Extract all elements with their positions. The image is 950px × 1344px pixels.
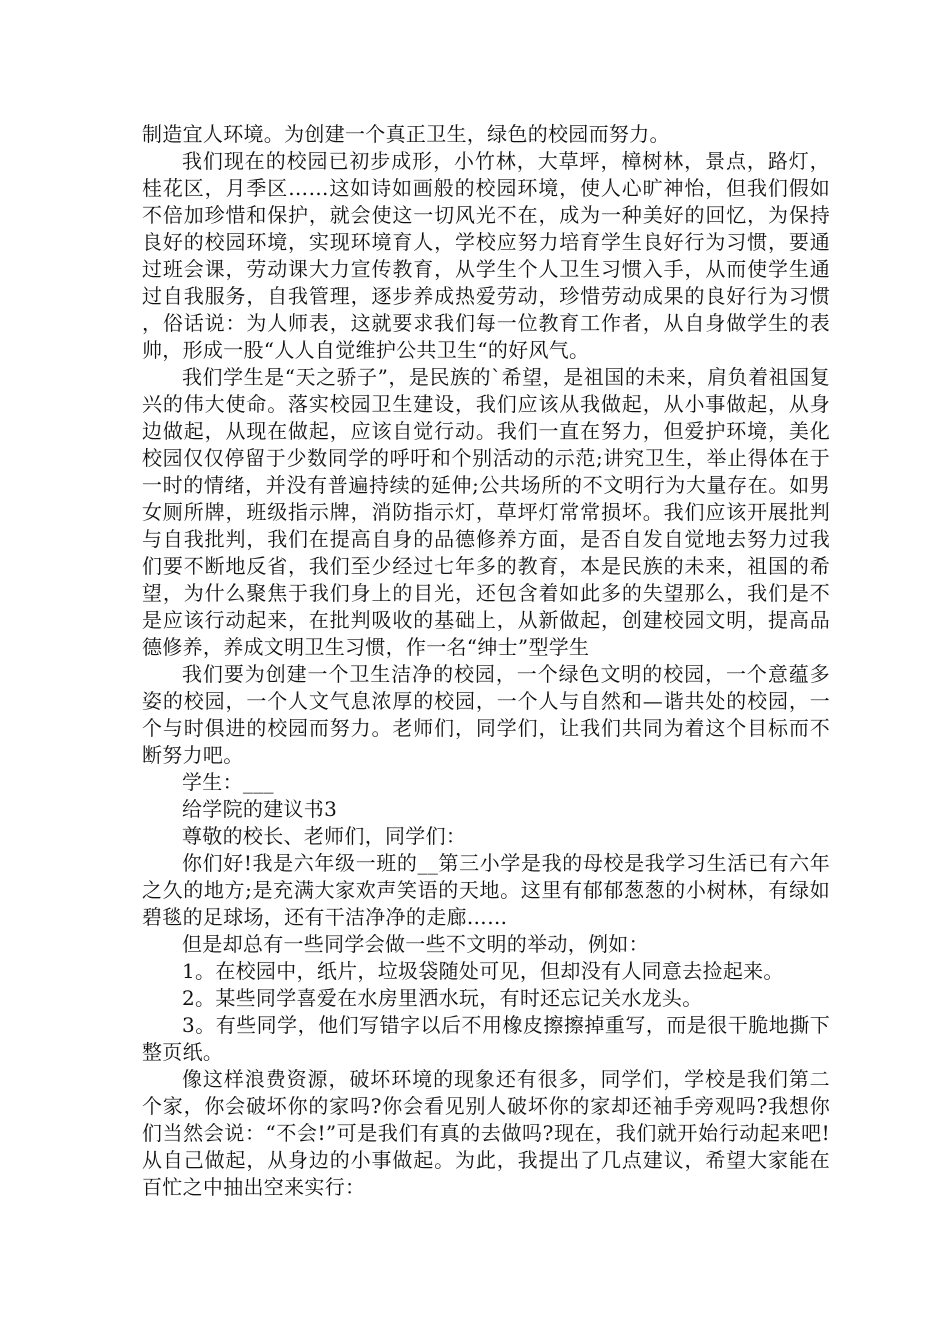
paragraph-6: 但是却总有一些同学会做一些不文明的举动，例如： [182,932,649,956]
paragraph-1: 制造宜人环境。为创建一个真正卫生，绿色的校园而努力。 [142,122,670,146]
paragraph-4: 我们要为创建一个卫生洁净的校园，一个绿色文明的校园，一个意蕴多姿的校园，一个人文气息浓厚的校园，一个人与自然和—谐共处的校园，一个与时俱进的校园而努力。老师们，同学们，让我们共同为着这个目标而不断努力吧。 [142,662,830,767]
paragraph-2: 我们现在的校园已初步成形，小竹林，大草坪，樟树林，景点，路灯，桂花区，月季区……这如诗如画般的校园环境，使人心旷神怡，但我们假如不倍加珍惜和保护，就会使这一切风光不在，成为一种美好的回忆，为保持良好的校园环境，实现环境育人，学校应努力培育学生良好行为习惯，要通过班会课，劳动课大力宣传教育，从学生个人卫生习惯入手，从而使学生通过自我服务，自我管理，逐步养成热爱劳动，珍惜劳动成果的良好行为习惯，俗话说：为人师表，这就要求我们每一位教育工作者，从自身做学生的表帅，形成一股“人人自觉维护公共卫生“的好风气。 [142,149,830,362]
document-body [142,121,830,1201]
section-title: 给学院的建议书3 [182,797,338,821]
list-item-1: 1。在校园中，纸片，垃圾袋随处可见，但却没有人同意去捡起来。 [182,959,784,983]
paragraph-3: 我们学生是“天之骄子”，是民族的`希望，是祖国的未来，肩负着祖国复兴的伟大使命。落实校园卫生建设，我们应该从我做起，从小事做起，从身边做起，从现在做起，应该自觉行动。我们一直在努力，但爱护环境，美化校园仅仅停留于少数同学的呼吁和个别活动的示范;讲究卫生，举止得体在于一时的情绪，并没有普遍持续的延伸;公共场所的不文明行为大量存在。如男女厕所牌，班级指示牌，消防指示灯，草坪灯常常损坏。我们应该开展批判与自我批判，我们在提高自身的品德修养方面，是否自发自觉地去努力过我们要不断地反省，我们至少经过七年多的教育，本是民族的未来，祖国的希望，为什么聚焦于我们身上的目光，还包含着如此多的失望那么，我们是不是应该行动起来，在批判吸收的基础上，从新做起，创建校园文明，提高品德修养，养成文明卫生习惯，作一名“绅士”型学生 [142,365,830,659]
list-item-3: 3。有些同学，他们写错字以后不用橡皮擦擦掉重写，而是很干脆地撕下整页纸。 [142,1013,830,1064]
list-item-2: 2。某些同学喜爱在水房里洒水玩，有时还忘记关水龙头。 [182,986,703,1010]
salutation: 尊敬的校长、老师们，同学们： [182,824,467,848]
signature-line: 学生：___ [182,770,274,794]
paragraph-5: 你们好!我是六年级一班的__第三小学是我的母校是我学习生活已有六年之久的地方;是充满大家欢声笑语的天地。这里有郁郁葱葱的小树林，有绿如碧毯的足球场，还有干洁净净的走廊…… [142,851,830,929]
paragraph-7: 像这样浪费资源，破坏环境的现象还有很多，同学们，学校是我们第二个家，你会破坏你的家吗?你会看见别人破坏你的家却还袖手旁观吗?我想你们当然会说：“不会!”可是我们有真的去做吗?现在，我们就开始行动起来吧!从自己做起，从身边的小事做起。为此，我提出了几点建议，希望大家能在百忙之中抽出空来实行： [142,1067,830,1199]
